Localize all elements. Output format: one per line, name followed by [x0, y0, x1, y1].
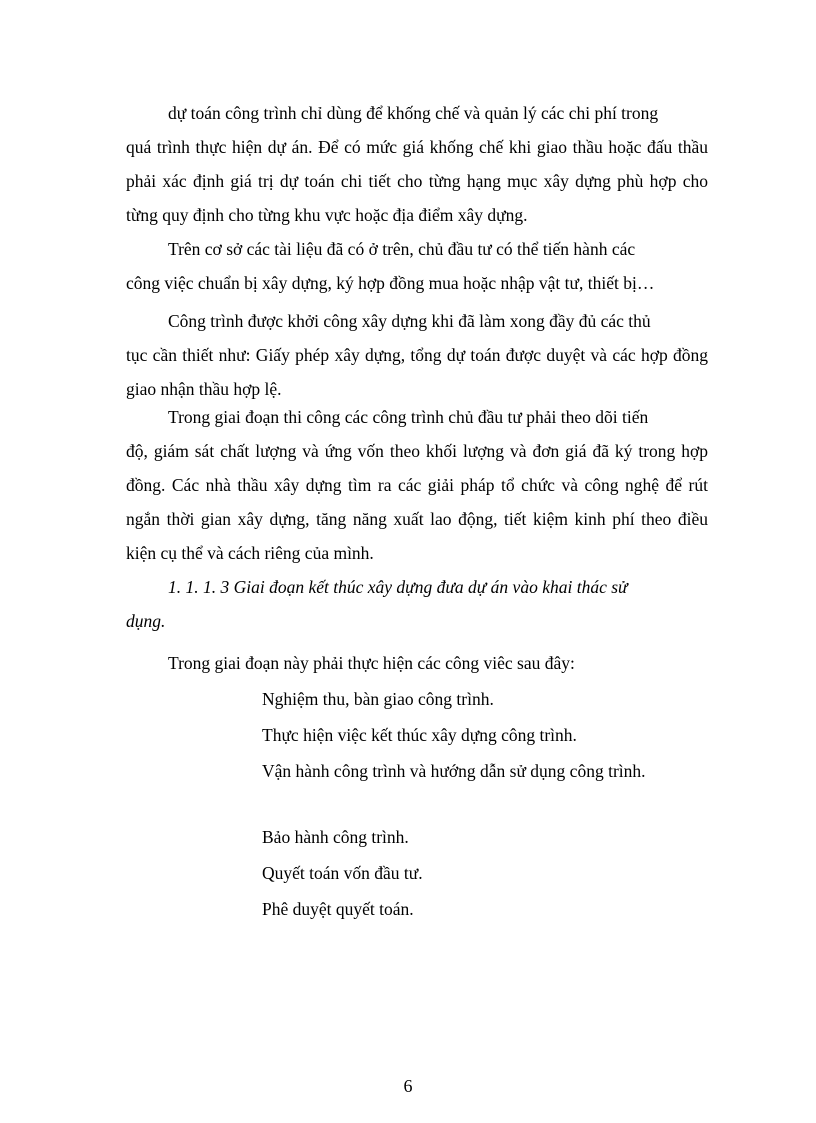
paragraph-4-body: độ, giám sát chất lượng và ứng vốn theo khối lượng và đơn giá đã ký trong hợp đồng. Các nhà thầu xây dựng tìm ra các giải pháp tổ chức và công nghệ để rút ngắn thời gian xây dựng, tăng năng xuất lao động, tiết kiệm kinh phí theo điều kiện cụ thể và cách riêng của mình. [126, 441, 708, 563]
paragraph-2-body: công việc chuẩn bị xây dựng, ký hợp đồng mua hoặc nhập vật tư, thiết bị… [126, 273, 655, 293]
tasks-intro: Trong giai đoạn này phải thực hiện các công viêc sau đây: [168, 653, 575, 673]
section-heading-continuation: dụng. [126, 611, 166, 631]
task-item: Phê duyệt quyết toán. [262, 899, 414, 919]
paragraph-2-first-line: Trên cơ sở các tài liệu đã có ở trên, chủ đầu tư có thể tiến hành các [168, 239, 636, 259]
paragraph-3-body: tục cần thiết như: Giấy phép xây dựng, tổng dự toán được duyệt và các hợp đồng giao nhận thầu hợp lệ. [126, 345, 708, 399]
page-number: 6 [403, 1076, 413, 1096]
paragraph-4-first-line: Trong giai đoạn thi công các công trình chủ đầu tư phải theo dõi tiến [168, 407, 649, 427]
section-heading-first-line: 1. 1. 1. 3 Giai đoạn kết thúc xây dựng đưa dự án vào khai thác sử [168, 577, 628, 597]
paragraph-3-first-line: Công trình được khởi công xây dựng khi đã làm xong đầy đủ các thủ [168, 311, 651, 331]
task-item: Bảo hành công trình. [262, 827, 409, 847]
paragraph-1-body: quá trình thực hiện dự án. Để có mức giá khống chế khi giao thầu hoặc đấu thầu phải xác định giá trị dự toán chi tiết cho từng hạng mục xây dựng phù hợp cho từng quy định cho từng khu vực hoặc địa điểm xây dựng. [126, 137, 708, 225]
task-item: Thực hiện việc kết thúc xây dựng công trình. [262, 725, 577, 745]
paragraph-1-first-line: dự toán công trình chỉ dùng để khống chế và quản lý các chi phí trong [168, 103, 659, 123]
task-item: Nghiệm thu, bàn giao công trình. [262, 689, 494, 709]
task-item: Quyết toán vốn đầu tư. [262, 863, 423, 883]
task-item: Vận hành công trình và hướng dẫn sử dụng công trình. [262, 761, 646, 781]
